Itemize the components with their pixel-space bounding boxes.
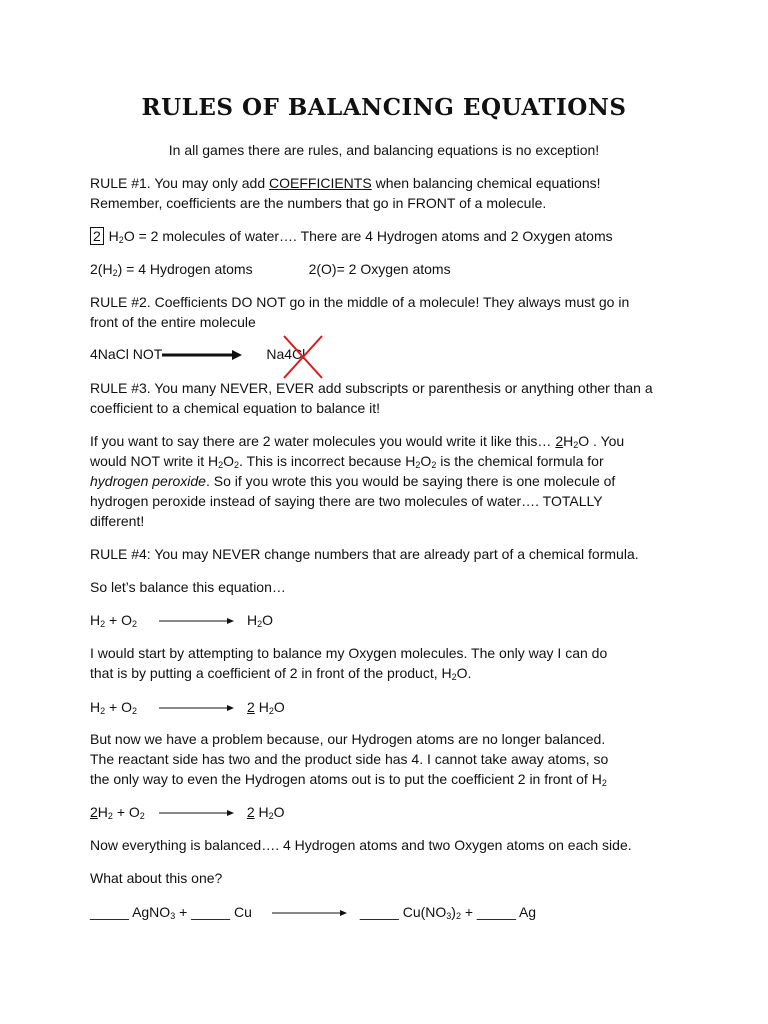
eq2-r1s: 2 — [268, 706, 274, 716]
rule4-line: RULE #4: You may NEVER change numbers that are already part of a chemical formula. — [90, 546, 639, 562]
para3-line2: The reactant side has two and the product side has 4. I cannot take away atoms, so — [90, 751, 609, 767]
para2-l2b: O. — [456, 665, 472, 681]
equation-3 — [90, 804, 285, 821]
nacl-left: 4NaCl NOT — [90, 346, 163, 362]
eq1-l1s: 2 — [100, 619, 106, 629]
eq3-coefficient: 2 — [246, 804, 255, 820]
para1-l2sub4: 2 — [431, 460, 437, 470]
intro-text: In all games there are rules, and balancing equations is no exception! — [168, 142, 600, 158]
para1-line1 — [90, 433, 624, 450]
eq4-blank1: _____ — [90, 904, 133, 920]
eq4-agnos: 3 — [170, 911, 176, 921]
rule2-line2: front of the entire molecule — [90, 314, 256, 330]
rule1-line2: Remember, coefficients are the numbers that go in FRONT of a molecule. — [90, 195, 547, 211]
eq3-l2s: 2 — [139, 811, 145, 821]
eq4-plus1: + _____ Cu — [175, 904, 252, 920]
nacl-example — [90, 346, 305, 363]
eq2-r2: O — [273, 699, 285, 715]
example1b-line — [90, 261, 451, 278]
equation-1 — [90, 612, 273, 629]
para1-l2b: O — [223, 453, 235, 469]
arrow-right-icon — [159, 809, 234, 817]
eq4-cus2: 2 — [455, 911, 461, 921]
nacl-wrong-formula: Na4Cl — [266, 346, 306, 362]
equation-4 — [90, 904, 536, 921]
eq4-agno: AgNO — [132, 904, 171, 920]
red-cross-icon — [282, 334, 324, 380]
eq2-l1s: 2 — [100, 706, 106, 716]
eq3-l1s: 2 — [107, 811, 113, 821]
para2-l2s: 2 — [451, 672, 457, 682]
arrow-right-icon — [162, 350, 242, 360]
para1-l2sub2: 2 — [234, 460, 240, 470]
ex1-h: H — [104, 228, 119, 244]
eq4-cu: Cu(NO — [402, 904, 447, 920]
eq1-l2s: 2 — [132, 619, 138, 629]
ex1b-a1: 2(H — [90, 261, 113, 277]
eq3-left-coefficient: 2 — [90, 804, 98, 820]
example1-line — [90, 228, 613, 245]
eq4-cus: 3 — [446, 911, 452, 921]
rule1-tail: when balancing chemical equations! — [371, 175, 601, 191]
what-about-line: What about this one? — [90, 870, 223, 886]
ex1-sub: 2 — [118, 235, 124, 245]
eq3-r1s: 2 — [268, 811, 274, 821]
eq2-r1: H — [254, 699, 269, 715]
para1-line2 — [90, 453, 604, 470]
para3-line3 — [90, 771, 607, 788]
ex1-rest: O = 2 molecules of water…. There are 4 Hydrogen atoms and 2 Oxygen atoms — [123, 228, 613, 244]
para3-l3a: the only way to even the Hydrogen atoms out is to put the coefficient 2 in front of H — [90, 771, 602, 787]
para1-l2sub3: 2 — [415, 460, 421, 470]
ex1b-a2: ) = 4 Hydrogen atoms — [117, 261, 253, 277]
eq2-l2: + O — [105, 699, 132, 715]
eq4-cu2: ) — [451, 904, 456, 920]
eq3-r1: H — [254, 804, 269, 820]
equation-2 — [90, 699, 285, 716]
eq4-plus2: + _____ Ag — [460, 904, 537, 920]
ex1b-asub: 2 — [112, 268, 118, 278]
para1-h: H — [563, 433, 574, 449]
rule1-term: COEFFICIENTS — [269, 175, 372, 191]
para1-l2d: O — [420, 453, 432, 469]
eq4-blank2: _____ — [359, 904, 403, 920]
para3-line1: But now we have a problem because, our Hydrogen atoms are no longer balanced. — [90, 731, 606, 747]
arrow-right-icon — [159, 617, 234, 625]
eq1-r2: O — [262, 612, 274, 628]
para1-l2sub1: 2 — [218, 460, 224, 470]
para2-line1: I would start by attempting to balance my Oxygen molecules. The only way I can do — [90, 645, 608, 661]
rule2-line1: RULE #2. Coefficients DO NOT go in the middle of a molecule! They always must go in — [90, 294, 630, 310]
eq3-l2: + O — [112, 804, 140, 820]
eq2-coefficient: 2 — [247, 699, 255, 715]
hydrogen-peroxide-term: hydrogen peroxide — [90, 473, 206, 489]
eq1-r1s: 2 — [257, 619, 263, 629]
eq1-l1: H — [90, 612, 101, 628]
arrow-right-icon — [272, 909, 347, 917]
balanced-line: Now everything is balanced…. 4 Hydrogen atoms and two Oxygen atoms on each side. — [90, 837, 632, 853]
para1-l2c: . This is incorrect because H — [239, 453, 416, 469]
rule1-line1 — [90, 175, 601, 192]
rule3-line1: RULE #3. You many NEVER, EVER add subscripts or parenthesis or anything other than a — [90, 380, 653, 396]
eq1-r1: H — [247, 612, 258, 628]
arrow-right-icon — [159, 704, 234, 712]
para1-line5: different! — [90, 513, 145, 529]
para1-l1a: If you want to say there are 2 water molecules you would write it like this… — [90, 433, 556, 449]
rule1-lead: RULE #1. You may only add — [90, 175, 270, 191]
eq3-l1: H — [97, 804, 108, 820]
eq2-l1: H — [90, 699, 101, 715]
eq2-l2s: 2 — [132, 706, 138, 716]
para1-l2e: is the chemical formula for — [436, 453, 604, 469]
para2-line2 — [90, 665, 471, 682]
para1-sub: 2 — [573, 440, 579, 450]
page-title: RULES OF BALANCING EQUATIONS — [141, 94, 627, 121]
ex1b-b: 2(O)= 2 Oxygen atoms — [308, 261, 451, 277]
para1-coef: 2 — [555, 433, 564, 449]
para1-l3b: . So if you wrote this you would be saying there is one molecule of — [205, 473, 616, 489]
para1-line4: hydrogen peroxide instead of saying there are two molecules of water…. TOTALLY — [90, 493, 603, 509]
para3-l3s: 2 — [601, 778, 607, 788]
para1-l1b: O . You — [578, 433, 625, 449]
rule3-line2: coefficient to a chemical equation to balance it! — [90, 400, 381, 416]
eq1-l2: + O — [105, 612, 132, 628]
para2-l2a: that is by putting a coefficient of 2 in front of the product, H — [90, 665, 452, 681]
para1-line3 — [90, 473, 615, 490]
eq3-r2: O — [273, 804, 285, 820]
para1-l2a: would NOT write it H — [90, 453, 219, 469]
coefficient-box: 2 — [90, 227, 104, 245]
lets-balance-line: So let’s balance this equation… — [90, 579, 286, 595]
